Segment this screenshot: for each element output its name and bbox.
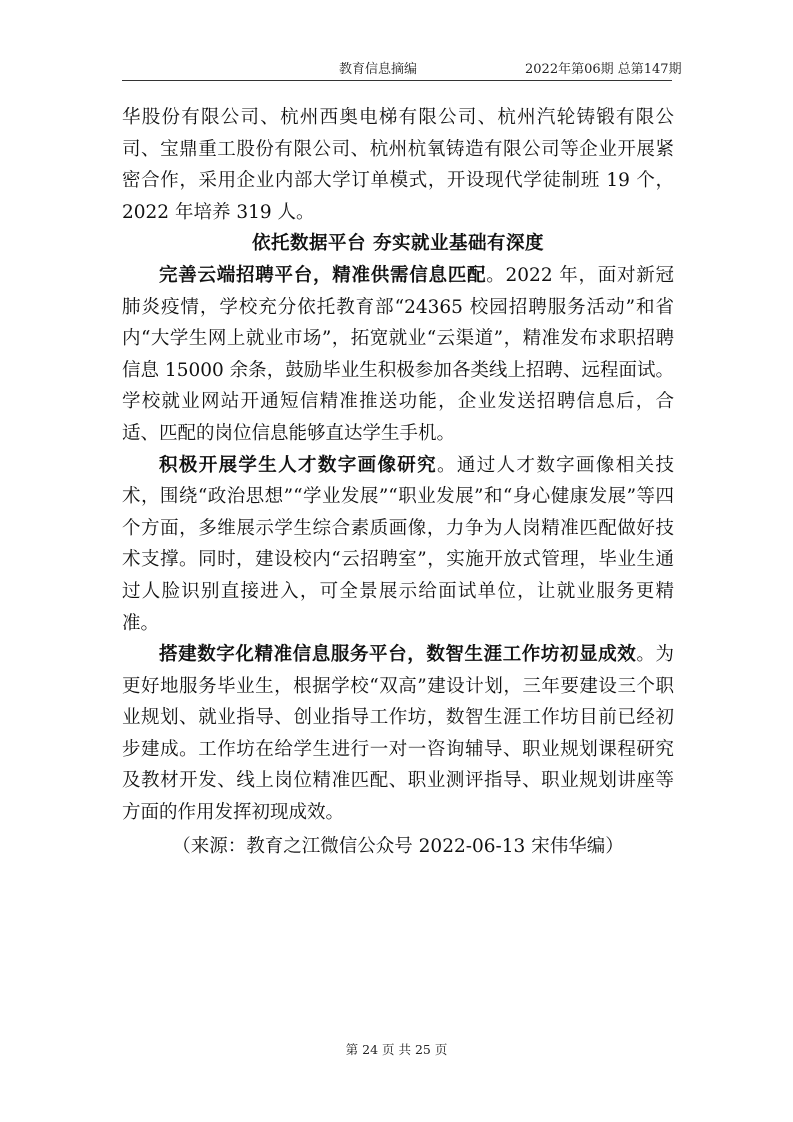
header-rule [122, 80, 672, 81]
paragraph-digital-portrait [122, 450, 674, 640]
page-header [0, 58, 793, 78]
paragraph-lead: 搭建数字化精准信息服务平台，数智生涯工作坊初显成效 [159, 644, 637, 666]
journal-title: 教育信息摘编 [339, 62, 418, 77]
paragraph-text: 。通过人才数字画像相关技术，围绕“政治思想”“学业发展”“职业发展”和“身心健康发展”等四个方面，多维展示学生综合素质画像，力争为人岗精准匹配做好技术支撑。同时，建设校内“云招聘室”，实施开放式管理，毕业生通过人脸识别直接进入，可全景展示给面试单位，让就业服务更精准。 [122, 454, 674, 634]
paragraph-text: 。为更好地服务毕业生，根据学校“双高”建设计划，三年要建设三个职业规划、就业指导、创业指导工作坊，数智生涯工作坊目前已经初步建成。工作坊在给学生进行一对一咨询辅导、职业规划课程研究及教材开发、线上岗位精准匹配、职业测评指导、职业规划讲座等方面的作用发挥初现成效。 [122, 644, 674, 824]
article-body [122, 102, 674, 862]
paragraph-career-workshop [122, 639, 674, 829]
source-note: （来源：教育之江微信公众号 2022-06-13 宋伟华编） [172, 835, 624, 857]
page-footer: 第 24 页 共 25 页 [345, 1042, 448, 1057]
paragraph-continued: 华股份有限公司、杭州西奥电梯有限公司、杭州汽轮铸锻有限公司、宝鼎重工股份有限公司、杭州杭氧铸造有限公司等企业开展紧密合作，采用企业内部大学订单模式，开设现代学徒制班 19 个，2022 年培养 319 人。 [122, 107, 674, 223]
paragraph-cloud-recruitment [122, 260, 674, 450]
section-heading: 依托数据平台 夯实就业基础有深度 [252, 233, 544, 255]
paragraph-lead: 积极开展学生人才数字画像研究 [159, 454, 438, 476]
issue-number: 2022年第06期 总第147期 [525, 62, 682, 77]
paragraph-lead: 完善云端招聘平台，精准供需信息匹配 [159, 264, 487, 286]
paragraph-text: 。2022 年，面对新冠肺炎疫情，学校充分依托教育部“24365 校园招聘服务活动”和省内“大学生网上就业市场”，拓宽就业“云渠道”，精准发布求职招聘信息 15000 余条，鼓励毕业生积极参加各类线上招聘、远程面试。学校就业网站开通短信精准推送功能，企业发送招聘信息后，合适、匹配的岗位信息能够直达学生手机。 [122, 264, 674, 444]
